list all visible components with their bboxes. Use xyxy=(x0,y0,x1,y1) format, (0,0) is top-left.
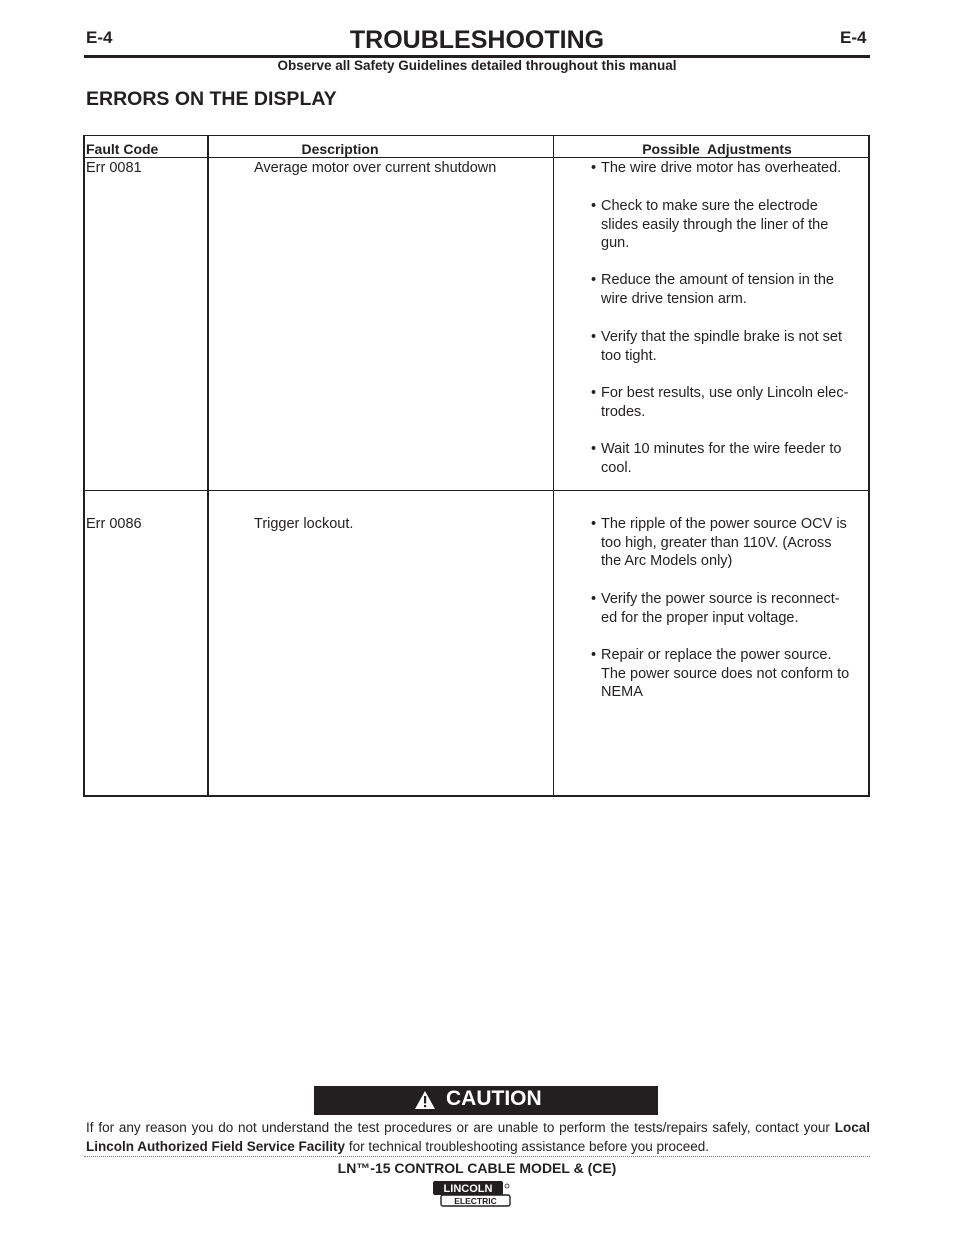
adjustment-line: ed for the proper input voltage. xyxy=(601,609,799,626)
table-left-border xyxy=(83,135,85,797)
caution-text xyxy=(86,1118,870,1156)
adjustment-line: cool. xyxy=(601,459,632,476)
column-header-adjustments: Possible Adjustments xyxy=(642,141,792,157)
safety-note: Observe all Safety Guidelines detailed throughout this manual xyxy=(277,58,677,73)
adjustment-item xyxy=(591,384,849,421)
adjustment-item xyxy=(591,328,842,365)
adjustment-item xyxy=(591,159,842,178)
adjustment-item xyxy=(591,271,834,308)
table-bottom-line xyxy=(83,795,870,797)
adjustment-line: Verify that the spindle brake is not set xyxy=(601,329,842,345)
description-0081: Average motor over current shutdown xyxy=(254,160,497,176)
adjustment-item xyxy=(591,646,850,702)
table-row-divider xyxy=(83,490,870,491)
bullet-icon: • xyxy=(591,441,597,457)
bullet-icon: • xyxy=(591,272,597,288)
table-col-divider-1 xyxy=(207,135,209,797)
bullet-icon: • xyxy=(591,160,597,176)
logo-text-top: LINCOLN xyxy=(443,1183,493,1195)
lincoln-electric-logo xyxy=(432,1180,512,1208)
column-header-description: Description xyxy=(301,141,379,157)
description-0086: Trigger lockout. xyxy=(254,516,354,532)
adjustment-line: NEMA xyxy=(601,684,643,701)
caution-text-bold: Local Lincoln Authorized Field Service Facility xyxy=(86,1120,870,1154)
fault-code-0086: Err 0086 xyxy=(86,516,142,532)
section-title: ERRORS ON THE DISPLAY xyxy=(86,88,337,110)
bullet-icon: • xyxy=(591,329,597,345)
fault-code-0081: Err 0081 xyxy=(86,160,142,176)
adjustment-item xyxy=(591,590,840,627)
adjustment-line: Wait 10 minutes for the wire feeder to xyxy=(601,441,842,457)
adjustment-item xyxy=(591,197,829,253)
bullet-icon: • xyxy=(591,198,597,214)
adjustment-line: The power source does not conform to xyxy=(601,665,850,682)
adjustment-line: Verify the power source is reconnect- xyxy=(601,591,840,607)
table-right-border xyxy=(868,135,870,797)
page-number-left: E-4 xyxy=(86,28,113,47)
adjustment-line: too tight. xyxy=(601,347,657,364)
bullet-icon: • xyxy=(591,516,597,532)
bullet-icon: • xyxy=(591,591,597,607)
adjustment-line: too high, greater than 110V. (Across xyxy=(601,534,832,551)
table-header-line xyxy=(83,157,870,158)
adjustment-line: Check to make sure the electrode xyxy=(601,198,818,214)
adjustment-line: Repair or replace the power source. xyxy=(601,647,832,663)
table-top-line xyxy=(83,135,870,136)
caution-banner xyxy=(314,1086,658,1115)
footer-model: LN™-15 CONTROL CABLE MODEL & (CE) xyxy=(337,1160,617,1176)
adjustment-item xyxy=(591,440,842,477)
warning-icon xyxy=(414,1090,436,1110)
adjustment-item xyxy=(591,515,847,571)
footer-rule xyxy=(84,1156,870,1157)
column-header-fault-code: Fault Code xyxy=(86,141,159,157)
page-title: TROUBLESHOOTING xyxy=(349,26,605,54)
table-col-divider-2 xyxy=(553,135,554,797)
adjustment-line: gun. xyxy=(601,235,630,252)
adjustment-line: Reduce the amount of tension in the xyxy=(601,272,834,288)
adjustment-line: wire drive tension arm. xyxy=(601,290,747,307)
adjustment-line: The ripple of the power source OCV is xyxy=(601,516,847,532)
bullet-icon: • xyxy=(591,385,597,401)
logo-text-bottom: ELECTRIC xyxy=(454,1196,497,1206)
adjustment-line: The wire drive motor has overheated. xyxy=(601,160,842,176)
adjustment-line: trodes. xyxy=(601,403,646,420)
adjustment-line: For best results, use only Lincoln elec- xyxy=(601,385,849,401)
adjustment-line: the Arc Models only) xyxy=(601,553,733,570)
page-number-right: E-4 xyxy=(840,28,867,47)
caution-label: CAUTION xyxy=(446,1087,542,1110)
adjustment-line: slides easily through the liner of the xyxy=(601,216,829,233)
bullet-icon: • xyxy=(591,647,597,663)
caution-text-before: If for any reason you do not understand the test procedures or are unable to perform the tests/repairs safely, contact your xyxy=(86,1120,830,1135)
caution-text-after: for technical troubleshooting assistance before you proceed. xyxy=(345,1139,710,1154)
